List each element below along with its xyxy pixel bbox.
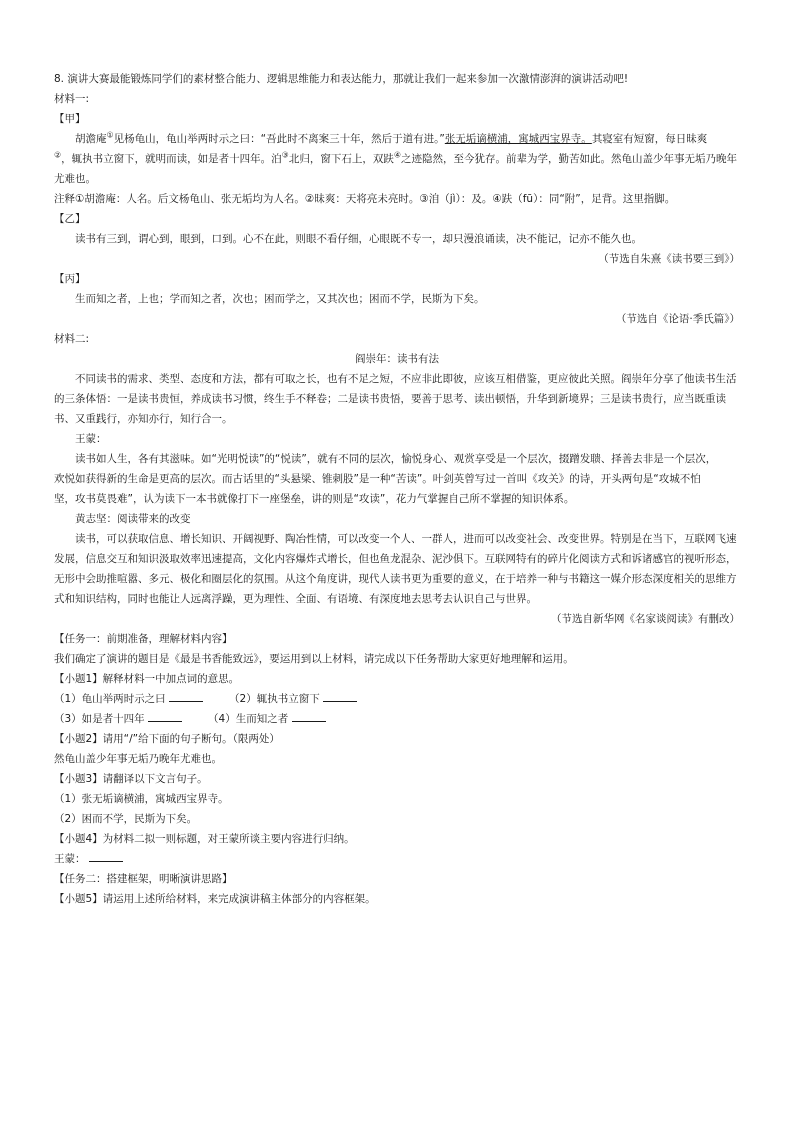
paragraph-line: 坚，攻书莫畏难”，认为读下一本书就像打下一座堡垒，讲的则是“攻读”，花力气掌握自己所不掌握的知识体系。 [54, 493, 575, 505]
footnote-marker: ② [54, 150, 62, 160]
footnote-marker: ③ [281, 150, 289, 160]
dotted-word: 是 [92, 709, 103, 729]
footnote-marker: ① [106, 130, 114, 140]
paragraph-line: 书、又重践行，亦知亦行，知行合一。 [54, 413, 233, 425]
annotations: 注释①胡澹庵：人名。后文杨龟山、张无垢均为人名。②昧爽：天将亮未亮时。③洎（jì）：及。④趺（fū）：同“附”，足背。这里指脚。 [54, 193, 676, 205]
underlined-sentence: 张无垢谪横浦，寓城西宝界寺。 [444, 133, 592, 145]
paragraph-line: 发展，信息交互和知识汲取效率迅速提高，文化内容爆炸式增长，但也鱼龙混杂、泥沙俱下。互联网特有的碎片化阅读方式和诉诸感官的视听形态， [54, 553, 737, 565]
sub-question-2-sentence: 然龟山盖少年事无垢乃晚年尤难也。 [54, 753, 222, 765]
passage-bing-label: 【丙】 [54, 273, 86, 285]
passage-yi-label: 【乙】 [54, 213, 86, 225]
footnote-marker: ④ [393, 150, 402, 160]
passage-yi-text: 读书有三到，谓心到，眼到，口到。心不在此，则眼不看仔细，心眼既不专一，却只漫浪诵读，决不能记，记亦不能久也。 [75, 233, 642, 245]
passage-jia-line-3: 尤难也。 [54, 173, 96, 185]
question-8 [54, 69, 740, 909]
paragraph-line: 欢悦如获得新的生命是更高的层次。而古话里的“头悬梁、锥刺股”是一种“苦读”。叶剑英曾写过一首叫《攻关》的诗，开头两句是“攻城不怕 [54, 473, 701, 485]
sub-question-4-answer: 王蒙： [54, 849, 740, 869]
dotted-word: 是 [208, 149, 219, 169]
passage-jia-line-2: ②，辄执书立窗下，就明而读，如是者十四年。泊③北归，窗下石上，双趺④之迹隐然，至今犹存。前辈为学，勤苦如此。然龟山盖少年事无垢乃晚年 [54, 149, 740, 169]
paragraph-line: 读书，可以获取信息、增长知识、开阔视野、陶冶性情，可以改变一个人、一群人，进而可以改变社会、改变世界。特别是在当下，互联网飞速 [75, 533, 737, 545]
sub-question-2: 【小题2】请用“/”给下面的句子断句。（限两处） [54, 733, 280, 745]
answer-blank[interactable] [169, 689, 203, 702]
passage-bing-text: 生而知之者，上也；学而知之者，次也；困而学之，又其次也；困而不学，民斯为下矣。 [75, 293, 485, 305]
answer-blank[interactable] [89, 849, 123, 862]
sub-question-1-items-b: （3）如是者十四年 （4）生而知之者 [54, 709, 740, 729]
answer-blank[interactable] [148, 709, 182, 722]
material-2-source: （节选自新华网《名家谈阅读》有删改） [551, 613, 740, 625]
sub-question-4: 【小题4】为材料二拟一则标题，对王蒙所谈主要内容进行归纳。 [54, 833, 355, 845]
paragraph-line: 不同读书的需求、类型、态度和方法，都有可取之长，也有不足之短，不应非此即彼，应该互相借鉴，更应彼此关照。阎崇年分享了他读书生活 [75, 373, 737, 385]
sub-question-1: 【小题1】解释材料一中加点词的意思。 [54, 673, 240, 685]
passage-jia-line-1: 胡澹庵①见杨龟山，龟山举两时示之曰：“吾此时不离案三十年，然后于道有进。”张无垢谪横浦，寓城西宝界寺。其寝室有短窗，每日昧爽 [54, 129, 740, 149]
material-2-title: 阎崇年：读书有法 [355, 353, 439, 365]
paragraph-line: 式和知识结构，同时也能让人远离浮躁，更为理性、全面、有语境、有深度地去思考去认识自己与世界。 [54, 593, 537, 605]
task-1-heading: 【任务一：前期准备，理解材料内容】 [54, 633, 233, 645]
dotted-word: 时 [208, 129, 219, 149]
paragraph-line: 无形中会助推喧嚣、多元、极化和圈层化的氛围。从这个角度讲，现代人读书更为重要的意义，在于培养一种与书籍这一媒介形态深度相关的思维方 [54, 573, 737, 585]
answer-blank[interactable] [292, 709, 326, 722]
dotted-word: 辄 [257, 689, 268, 709]
material-2-label: 材料二: [54, 333, 90, 345]
dotted-word: 时 [124, 689, 135, 709]
passage-bing-source: （节选自《论语·季氏篇》） [615, 313, 740, 325]
paragraph-line: 读书如人生，各有其滋味。如“光明悦读”的“悦读”，就有不同的层次，愉悦身心、观赏享受是一个层次，掇蹭发聩、择善去非是一个层次， [75, 453, 717, 465]
sub-question-3-sentence-2: （2）困而不学，民斯为下矣。 [54, 813, 198, 825]
paragraph-line: 的三条体悟：一是读书贵恒，养成读书习惯，终生手不释卷；二是读书贵悟，要善于思考、读出顿悟，升华到新境界；三是读书贵行，应当既重读 [54, 393, 726, 405]
material-1-label: 材料一: [54, 93, 90, 105]
dotted-word: 辄 [72, 149, 83, 169]
sub-question-1-items-a: （1）龟山举两时示之曰 （2）辄执书立窗下 [54, 689, 740, 709]
sub-question-3-sentence-1: （1）张无垢谪横浦，寓城西宝界寺。 [54, 793, 229, 805]
dotted-word: 之 [267, 709, 278, 729]
task-1-description: 我们确定了演讲的题目是《最是书香能致远》，要运用到以上材料，请完成以下任务帮助大家更好地理解和运用。 [54, 653, 574, 665]
sub-question-5: 【小题5】请运用上述所给材料，来完成演讲稿主体部分的内容框架。 [54, 893, 376, 905]
passage-jia-label: 【甲】 [54, 113, 86, 125]
huang-zhijian-label: 黄志坚：阅读带来的改变 [75, 513, 191, 525]
question-intro: 8. 演讲大赛最能锻炼同学们的素材整合能力、逻辑思维能力和表达能力，那就让我们一起来参加一次激情澎湃的演讲活动吧! [54, 73, 629, 85]
wang-meng-label: 王蒙： [75, 433, 107, 445]
sub-question-3: 【小题3】请翻译以下文言句子。 [54, 773, 208, 785]
task-2-heading: 【任务二：搭建框架，明晰演讲思路】 [54, 873, 233, 885]
passage-yi-source: （节选自朱熹《读书要三到》） [598, 253, 740, 265]
answer-blank[interactable] [323, 689, 357, 702]
